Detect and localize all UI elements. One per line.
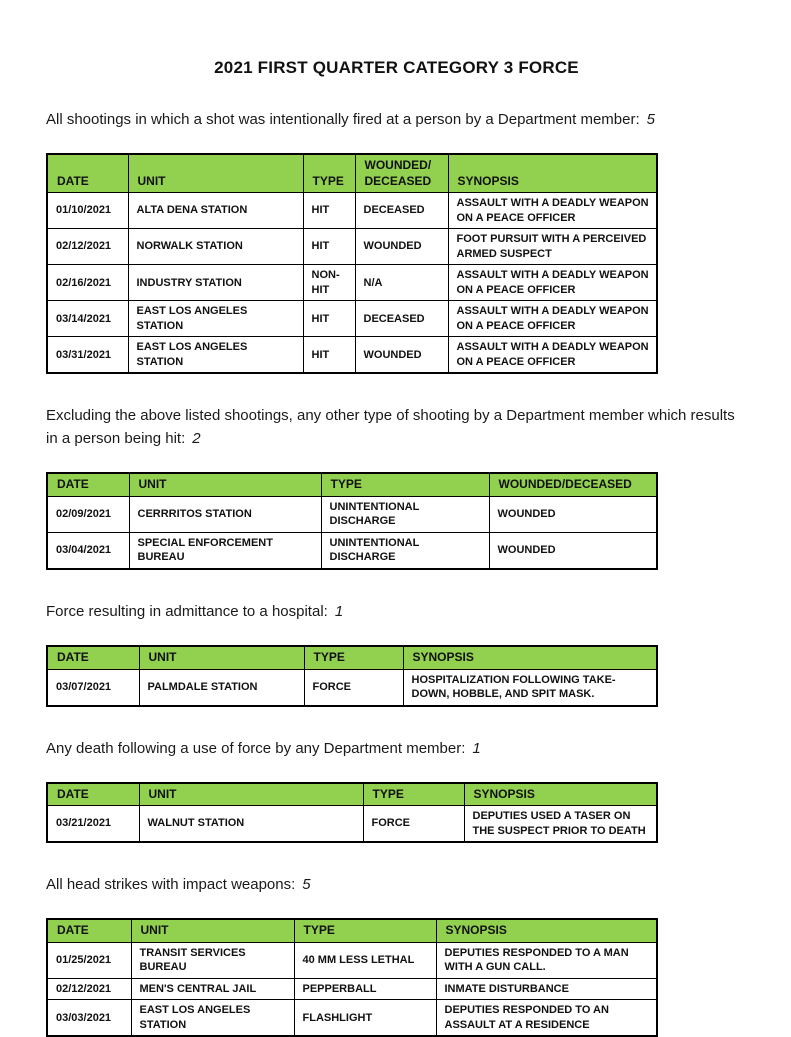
section-intro (46, 873, 747, 896)
column-header: TYPE (304, 646, 403, 669)
hospital-table (46, 645, 658, 707)
table-cell: WOUNDED (355, 229, 448, 265)
table-row (47, 669, 657, 706)
head-strikes-table (46, 918, 658, 1037)
intro-text: All shootings in which a shot was intentionally fired at a person by a Department member: (46, 111, 640, 128)
intro-text: All head strikes with impact weapons: (46, 876, 296, 894)
section-count: 1 (334, 603, 344, 620)
section-intro (46, 404, 747, 450)
table-row (47, 193, 657, 229)
table-cell: EAST LOS ANGELES STATION (128, 301, 303, 337)
table-cell: 40 MM LESS LETHAL (294, 942, 436, 978)
column-header: TYPE (294, 919, 436, 942)
table-cell: 01/25/2021 (47, 942, 131, 978)
intro-text: Force resulting in admittance to a hospital: (46, 603, 328, 620)
intro-text: Any death following a use of force by any Department member: (46, 739, 466, 757)
section-head-strikes (46, 873, 747, 1037)
table-row (47, 229, 657, 265)
table-cell: 02/12/2021 (47, 229, 128, 265)
table-cell: HOSPITALIZATION FOLLOWING TAKE-DOWN, HOBBLE, AND SPIT MASK. (403, 669, 657, 706)
column-header: DATE (47, 919, 131, 942)
table-cell: TRANSIT SERVICES BUREAU (131, 942, 294, 978)
table-header-row (47, 646, 657, 669)
table-cell: HIT (303, 301, 355, 337)
table-cell: 02/12/2021 (47, 978, 131, 1000)
table-cell: HIT (303, 193, 355, 229)
column-header: WOUNDED/DECEASED (489, 473, 657, 496)
table-cell: DEPUTIES RESPONDED TO A MAN WITH A GUN CALL. (436, 942, 657, 978)
table-row (47, 532, 657, 569)
table-cell: ASSAULT WITH A DEADLY WEAPON ON A PEACE OFFICER (448, 337, 657, 374)
table-cell: WOUNDED (355, 337, 448, 374)
table-cell: DEPUTIES USED A TASER ON THE SUSPECT PRIOR TO DEATH (464, 806, 657, 843)
table-cell: 02/16/2021 (47, 265, 128, 301)
column-header: DATE (47, 473, 129, 496)
table-cell: ASSAULT WITH A DEADLY WEAPON ON A PEACE OFFICER (448, 301, 657, 337)
table-cell: 03/14/2021 (47, 301, 128, 337)
table-cell: UNINTENTIONAL DISCHARGE (321, 532, 489, 569)
table-row (47, 806, 657, 843)
table-cell: NORWALK STATION (128, 229, 303, 265)
table-cell: ASSAULT WITH A DEADLY WEAPON ON A PEACE OFFICER (448, 193, 657, 229)
table-cell: DEPUTIES RESPONDED TO AN ASSAULT AT A RESIDENCE (436, 1000, 657, 1037)
table-cell: INMATE DISTURBANCE (436, 978, 657, 1000)
table-cell: N/A (355, 265, 448, 301)
column-header: SYNOPSIS (403, 646, 657, 669)
column-header: DATE (47, 154, 128, 193)
column-header: DATE (47, 783, 139, 806)
table-cell: FOOT PURSUIT WITH A PERCEIVED ARMED SUSPECT (448, 229, 657, 265)
table-row (47, 1000, 657, 1037)
table-cell: WALNUT STATION (139, 806, 363, 843)
table-cell: ASSAULT WITH A DEADLY WEAPON ON A PEACE OFFICER (448, 265, 657, 301)
section-count: 2 (192, 430, 201, 448)
table-cell: 03/04/2021 (47, 532, 129, 569)
column-header: UNIT (139, 783, 363, 806)
table-header-row (47, 919, 657, 942)
section-count: 1 (472, 739, 481, 757)
shootings-table (46, 153, 658, 374)
section-intro (46, 600, 747, 623)
section-count: 5 (646, 111, 655, 128)
intro-text: Excluding the above listed shootings, any other type of shooting by a Department member which results in a person being hit: (46, 407, 735, 448)
table-cell: 03/03/2021 (47, 1000, 131, 1037)
death-table (46, 782, 658, 844)
column-header: SYNOPSIS (464, 783, 657, 806)
table-cell: FORCE (363, 806, 464, 843)
table-row (47, 496, 657, 532)
table-row (47, 337, 657, 374)
table-cell: 03/07/2021 (47, 669, 139, 706)
section-intro (46, 737, 747, 760)
table-cell: ALTA DENA STATION (128, 193, 303, 229)
table-cell: NON-HIT (303, 265, 355, 301)
table-cell: FLASHLIGHT (294, 1000, 436, 1037)
table-header-row (47, 473, 657, 496)
column-header: SYNOPSIS (448, 154, 657, 193)
column-header: UNIT (128, 154, 303, 193)
table-cell: SPECIAL ENFORCEMENT BUREAU (129, 532, 321, 569)
section-intentional-shootings (46, 108, 747, 374)
table-cell: WOUNDED (489, 532, 657, 569)
column-header: UNIT (139, 646, 304, 669)
table-row (47, 301, 657, 337)
section-death-following-force (46, 737, 747, 844)
column-header: TYPE (303, 154, 355, 193)
column-header: TYPE (363, 783, 464, 806)
table-row (47, 978, 657, 1000)
table-cell: EAST LOS ANGELES STATION (131, 1000, 294, 1037)
table-cell: 03/31/2021 (47, 337, 128, 374)
table-header-row (47, 783, 657, 806)
table-cell: 02/09/2021 (47, 496, 129, 532)
table-cell: WOUNDED (489, 496, 657, 532)
table-cell: FORCE (304, 669, 403, 706)
section-intro (46, 108, 747, 131)
table-cell: HIT (303, 229, 355, 265)
page-title: 2021 FIRST QUARTER CATEGORY 3 FORCE (214, 58, 579, 77)
column-header: SYNOPSIS (436, 919, 657, 942)
table-row (47, 942, 657, 978)
section-other-shootings (46, 404, 747, 570)
table-cell: HIT (303, 337, 355, 374)
section-count: 5 (302, 876, 311, 894)
column-header: UNIT (129, 473, 321, 496)
table-cell: 01/10/2021 (47, 193, 128, 229)
section-hospital-admittance (46, 600, 747, 707)
table-cell: DECEASED (355, 301, 448, 337)
other-shootings-table (46, 472, 658, 570)
column-header: TYPE (321, 473, 489, 496)
table-cell: DECEASED (355, 193, 448, 229)
table-cell: 03/21/2021 (47, 806, 139, 843)
table-cell: PEPPERBALL (294, 978, 436, 1000)
table-cell: EAST LOS ANGELES STATION (128, 337, 303, 374)
column-header: WOUNDED/DECEASED (355, 154, 448, 193)
table-cell: CERRRITOS STATION (129, 496, 321, 532)
table-cell: PALMDALE STATION (139, 669, 304, 706)
table-cell: INDUSTRY STATION (128, 265, 303, 301)
table-cell: UNINTENTIONAL DISCHARGE (321, 496, 489, 532)
table-header-row (47, 154, 657, 193)
table-row (47, 265, 657, 301)
column-header: UNIT (131, 919, 294, 942)
column-header: DATE (47, 646, 139, 669)
table-cell: MEN'S CENTRAL JAIL (131, 978, 294, 1000)
